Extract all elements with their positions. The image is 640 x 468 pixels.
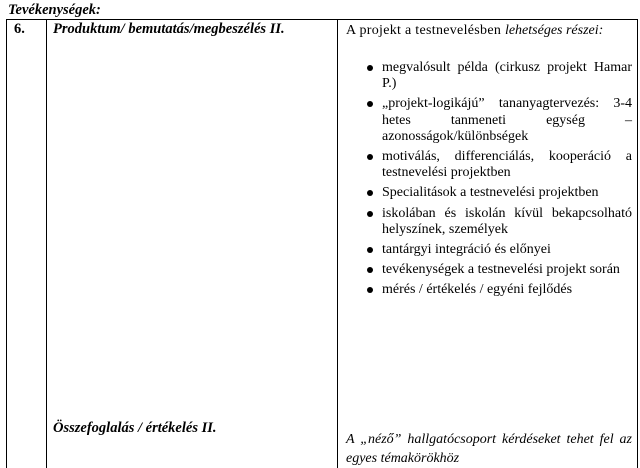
- list-item: [362, 242, 632, 258]
- bullet-icon: [367, 267, 373, 273]
- list-item-text: tevékenységek a testnevelési projekt során: [382, 262, 620, 278]
- bullet-icon: [367, 101, 373, 107]
- list-item-text: motiválás, differenciálás, kooperáció a testnevelési projektben: [382, 149, 632, 181]
- column-divider: [337, 19, 338, 468]
- bullet-icon: [367, 287, 373, 293]
- list-item: [362, 185, 632, 201]
- list-item-text: „projekt-logikájú” tananyagtervezés: 3-4 hetes tanmeneti egység – azonosságok/különbségek: [382, 96, 632, 144]
- bullet-icon: [367, 154, 373, 160]
- activity-title: Produktum/ bemutatás/megbeszélés II.: [53, 21, 285, 37]
- column-divider: [46, 19, 47, 468]
- list-item: [362, 96, 632, 145]
- list-item-text: megvalósult példa (cirkusz projekt Hamar P.): [382, 60, 632, 92]
- list-item-text: mérés / értékelés / egyéni fejlődés: [382, 282, 573, 298]
- bullet-icon: [367, 211, 373, 217]
- intro-plain: A projekt a testnevelésben: [346, 23, 505, 38]
- section-heading: Tevékenységek:: [8, 2, 101, 18]
- bullet-icon: [367, 190, 373, 196]
- intro-italic: lehetséges részei:: [504, 23, 604, 38]
- bullet-icon: [367, 65, 373, 71]
- list-item: [362, 262, 632, 278]
- list-item: [362, 282, 632, 298]
- list-item: [362, 60, 632, 92]
- list-item: [362, 206, 632, 238]
- list-item: [362, 149, 632, 181]
- topic-list: [362, 60, 632, 303]
- intro-text: [346, 22, 632, 40]
- bullet-icon: [367, 247, 373, 253]
- summary-title: Összefoglalás / értékelés II.: [53, 420, 217, 436]
- list-item-text: tantárgyi integráció és előnyei: [382, 242, 551, 258]
- row-number: 6.: [14, 21, 25, 37]
- list-item-text: iskolában és iskolán kívül bekapcsolható helyszínek, személyek: [382, 205, 632, 237]
- list-item-text: Specialitások a testnevelési projektben: [382, 185, 599, 201]
- footer-note: A „néző” hallgatócsoport kérdéseket tehet fel az egyes témakörökhöz: [346, 432, 632, 466]
